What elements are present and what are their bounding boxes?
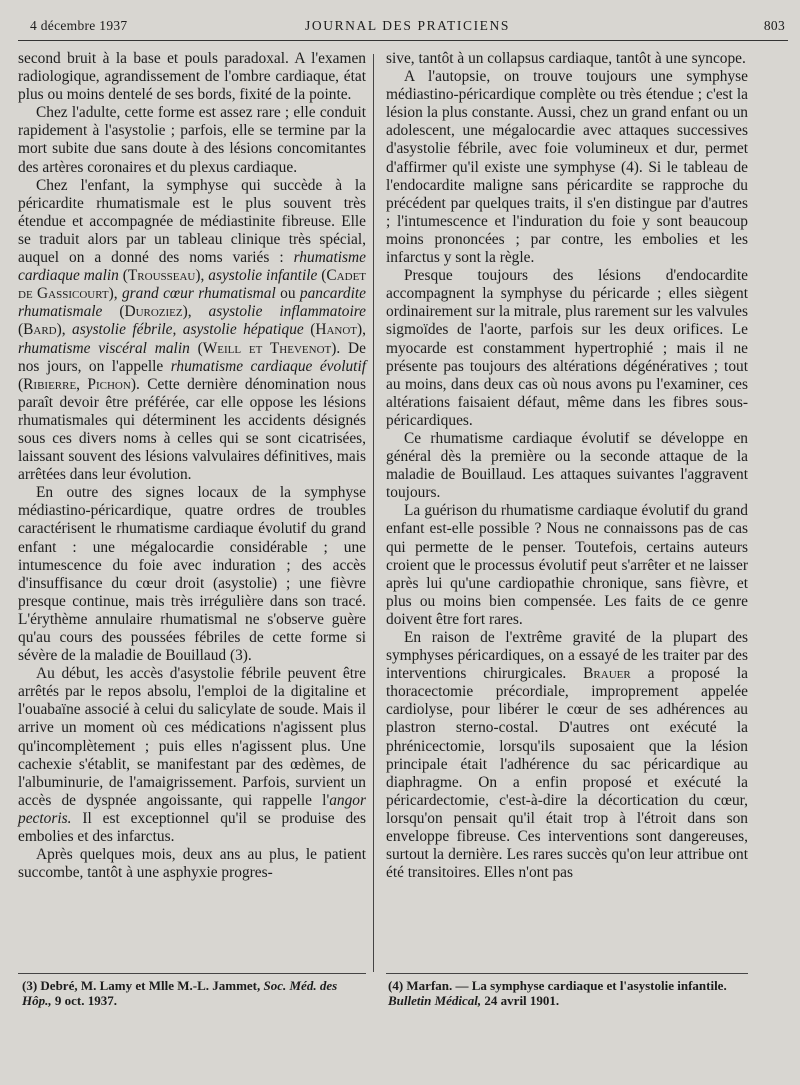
right-column xyxy=(386,50,748,882)
author-name: Hanot xyxy=(315,321,358,339)
paragraph: En raison de l'extrême gravité de la plupart des symphyses péricardiques, on a essayé de les traiter par des interventions chirurgicales. Brauer a proposé la thoracectomie précordiale, improprement appelée cardiolyse, pour libérer le cœur de ses adhérences au plastron sterno-costal. D'autres ont exécuté la phrénicectomie, lorsqu'ils suposaient que la lésion principale était l'adhérence du sac péricardique au diaphragme. On a enfin proposé et exécuté la péricardectomie, c'est-à-dire la décortication du cœur, lorsqu'on pensait qu'il était trop à l'étroit dans son enveloppe fibreuse. Ces interventions sont dangereuses, surtout la dernière. Les rares succès qu'on leur attribue ont été transitoires. Elles n'ont pas xyxy=(386,629,748,882)
paragraph: La guérison du rhumatisme cardiaque évolutif du grand enfant est-elle possible ? Nous ne connaissons pas de cas qui permette de le penser. Toutefois, certains auteurs croient que le processus évolutif peut s'arrêter et ne laisser après lui qu'une cardiopathie chronique, sans fièvre, et plus ou moins bien compensée. Les faits de ce genre doivent être fort rares. xyxy=(386,502,748,628)
paragraph: Ce rhumatisme cardiaque évolutif se développe en général dès la première ou la seconde attaque de la maladie de Bouillaud. Les attaques suivantes l'aggravent toujours. xyxy=(386,429,748,502)
page-header xyxy=(30,18,785,40)
footnote-4: (4) Marfan. — La symphyse cardiaque et l'asystolie infantile. Bulletin Médical, 24 avril 1901. xyxy=(388,978,727,1008)
footnote-rule xyxy=(18,973,366,974)
author-name: Ribierre, Pichon xyxy=(23,375,131,393)
author-name: Duroziez xyxy=(124,303,183,321)
paragraph: A l'autopsie, on trouve toujours une symphyse médiastino-péricardique complète ou très étendue ; c'est la lésion la plus constante. Aussi, chez un grand enfant ou un adolescent, une mégalocardie avec attaques successives d'asystolie fébrile, avec foie volumineux et dur, permet d'affirmer qu'il existe une symphyse (4). Si le tableau de l'endocardite maligne sans péricardite se rapproche du précédent par quelques traits, il s'en distingue par d'autres ; l'intumescence et l'induration du foie y sont beaucoup moins prononcées ; par contre, les embolies et les infarctus y sont la règle. xyxy=(386,68,748,267)
author-name: Brauer xyxy=(583,665,631,683)
author-name: Cadet de Gassicourt xyxy=(18,267,367,303)
header-rule xyxy=(18,40,788,41)
left-column xyxy=(18,50,366,882)
paragraph: Presque toujours des lésions d'endocardite accompagnent la symphyse du péricarde ; elles siègent ordinairement sur la mitrale, plus rarement sur les valvules sigmoïdes de l'aorte, parfois sur les deux orifices. Le myocarde est constamment hypertrophié ; mais il ne présente pas toujours des altérations dégénératives ; tout au moins, dans deux cas où nous avons pu l'examiner, ces altérations faisaient défaut, même dans les fibres sous-péricardiques. xyxy=(386,267,748,429)
author-name: Weill et Thevenot xyxy=(202,339,332,357)
paragraph: sive, tantôt à un collapsus cardiaque, tantôt à une syncope. xyxy=(386,50,746,67)
column-divider xyxy=(373,54,374,972)
paragraph: En outre des signes locaux de la symphyse médiastino-péricardique, quatre ordres de troubles caractérisent le rhumatisme cardiaque évolutif du grand enfant : une mégalocardie considérable ; une intumescence du foie avec induration ; des accès d'insuffisance du cœur droit (asystolie) ; une fièvre presque continue, mais très irrégulière dans son tracé. L'érythème annulaire rhumatismal ne s'observe guère qu'au cours des poussées fébriles de cette forme si sévère de la maladie de Bouillaud (3). xyxy=(18,484,366,665)
header-date: 4 décembre 1937 xyxy=(30,18,128,33)
footnote-3: (3) Debré, M. Lamy et Mlle M.-L. Jammet, Soc. Méd. des Hôp., 9 oct. 1937. xyxy=(22,978,338,1008)
journal-title: JOURNAL DES PRATICIENS xyxy=(305,18,510,33)
paragraph: Au début, les accès d'asystolie fébrile peuvent être arrêtés par le repos absolu, l'emploi de la digitaline et l'ouabaïne associé à celui du salicylate de soude. Mais il arrive un moment où ces médications n'agissent plus qu'incomplètement ; puis elles n'agissent plus. Une cachexie s'établit, se manifestant par des œdèmes, de l'albuminurie, de l'amaigrissement. Parfois, survient un accès de dyspnée angoissante, qui rappelle l'angor pectoris. Il est exceptionnel qu'il se produise des embolies et des infarctus. xyxy=(18,665,366,846)
paragraph: Chez l'enfant, la symphyse qui succède à la péricardite rhumatismale est le plus souvent très étendue et accompagnée de médiastinite fibreuse. Elle se traduit alors par un tableau clinique très spécial, auquel on a donné des noms variés : rhumatisme cardiaque malin (Trousseau), asystolie infantile (Cadet de Gassicourt), grand cœur rhumatismal ou pancardite rhumatismale (Duroziez), asystolie inflammatoire (Bard), asystolie fébrile, asystolie hépatique (Hanot), rhumatisme viscéral malin (Weill et Thevenot). De nos jours, on l'appelle rhumatisme cardiaque évolutif (Ribierre, Pichon). Cette dernière dénomination nous paraît devoir être préférée, car elle oppose les lésions rhumatismales qui déterminent les accidents désignés sous ces divers noms à celles qui se sont cicatrisées, laissant souvent des lésions valvulaires définitives, mais arrêtées dans leur évolution. xyxy=(18,176,367,484)
paragraph: Après quelques mois, deux ans au plus, le patient succombe, tantôt à une asphyxie progres- xyxy=(18,846,366,882)
author-name: Trousseau xyxy=(127,267,196,285)
paragraph: Chez l'adulte, cette forme est assez rare ; elle conduit rapidement à l'asystolie ; parfois, elle se termine par la mort subite due sans doute à des lésions concomitantes des artères coronaires et du plexus cardiaque. xyxy=(18,104,366,176)
paragraph: second bruit à la base et pouls paradoxal. A l'examen radiologique, agrandissement de l'ombre cardiaque, état plus ou moins dentelé de ses bords, fixité de la pointe. xyxy=(18,50,366,104)
page-number: 803 xyxy=(763,18,785,33)
author-name: Bard xyxy=(23,321,57,339)
footnote-rule xyxy=(386,973,748,974)
